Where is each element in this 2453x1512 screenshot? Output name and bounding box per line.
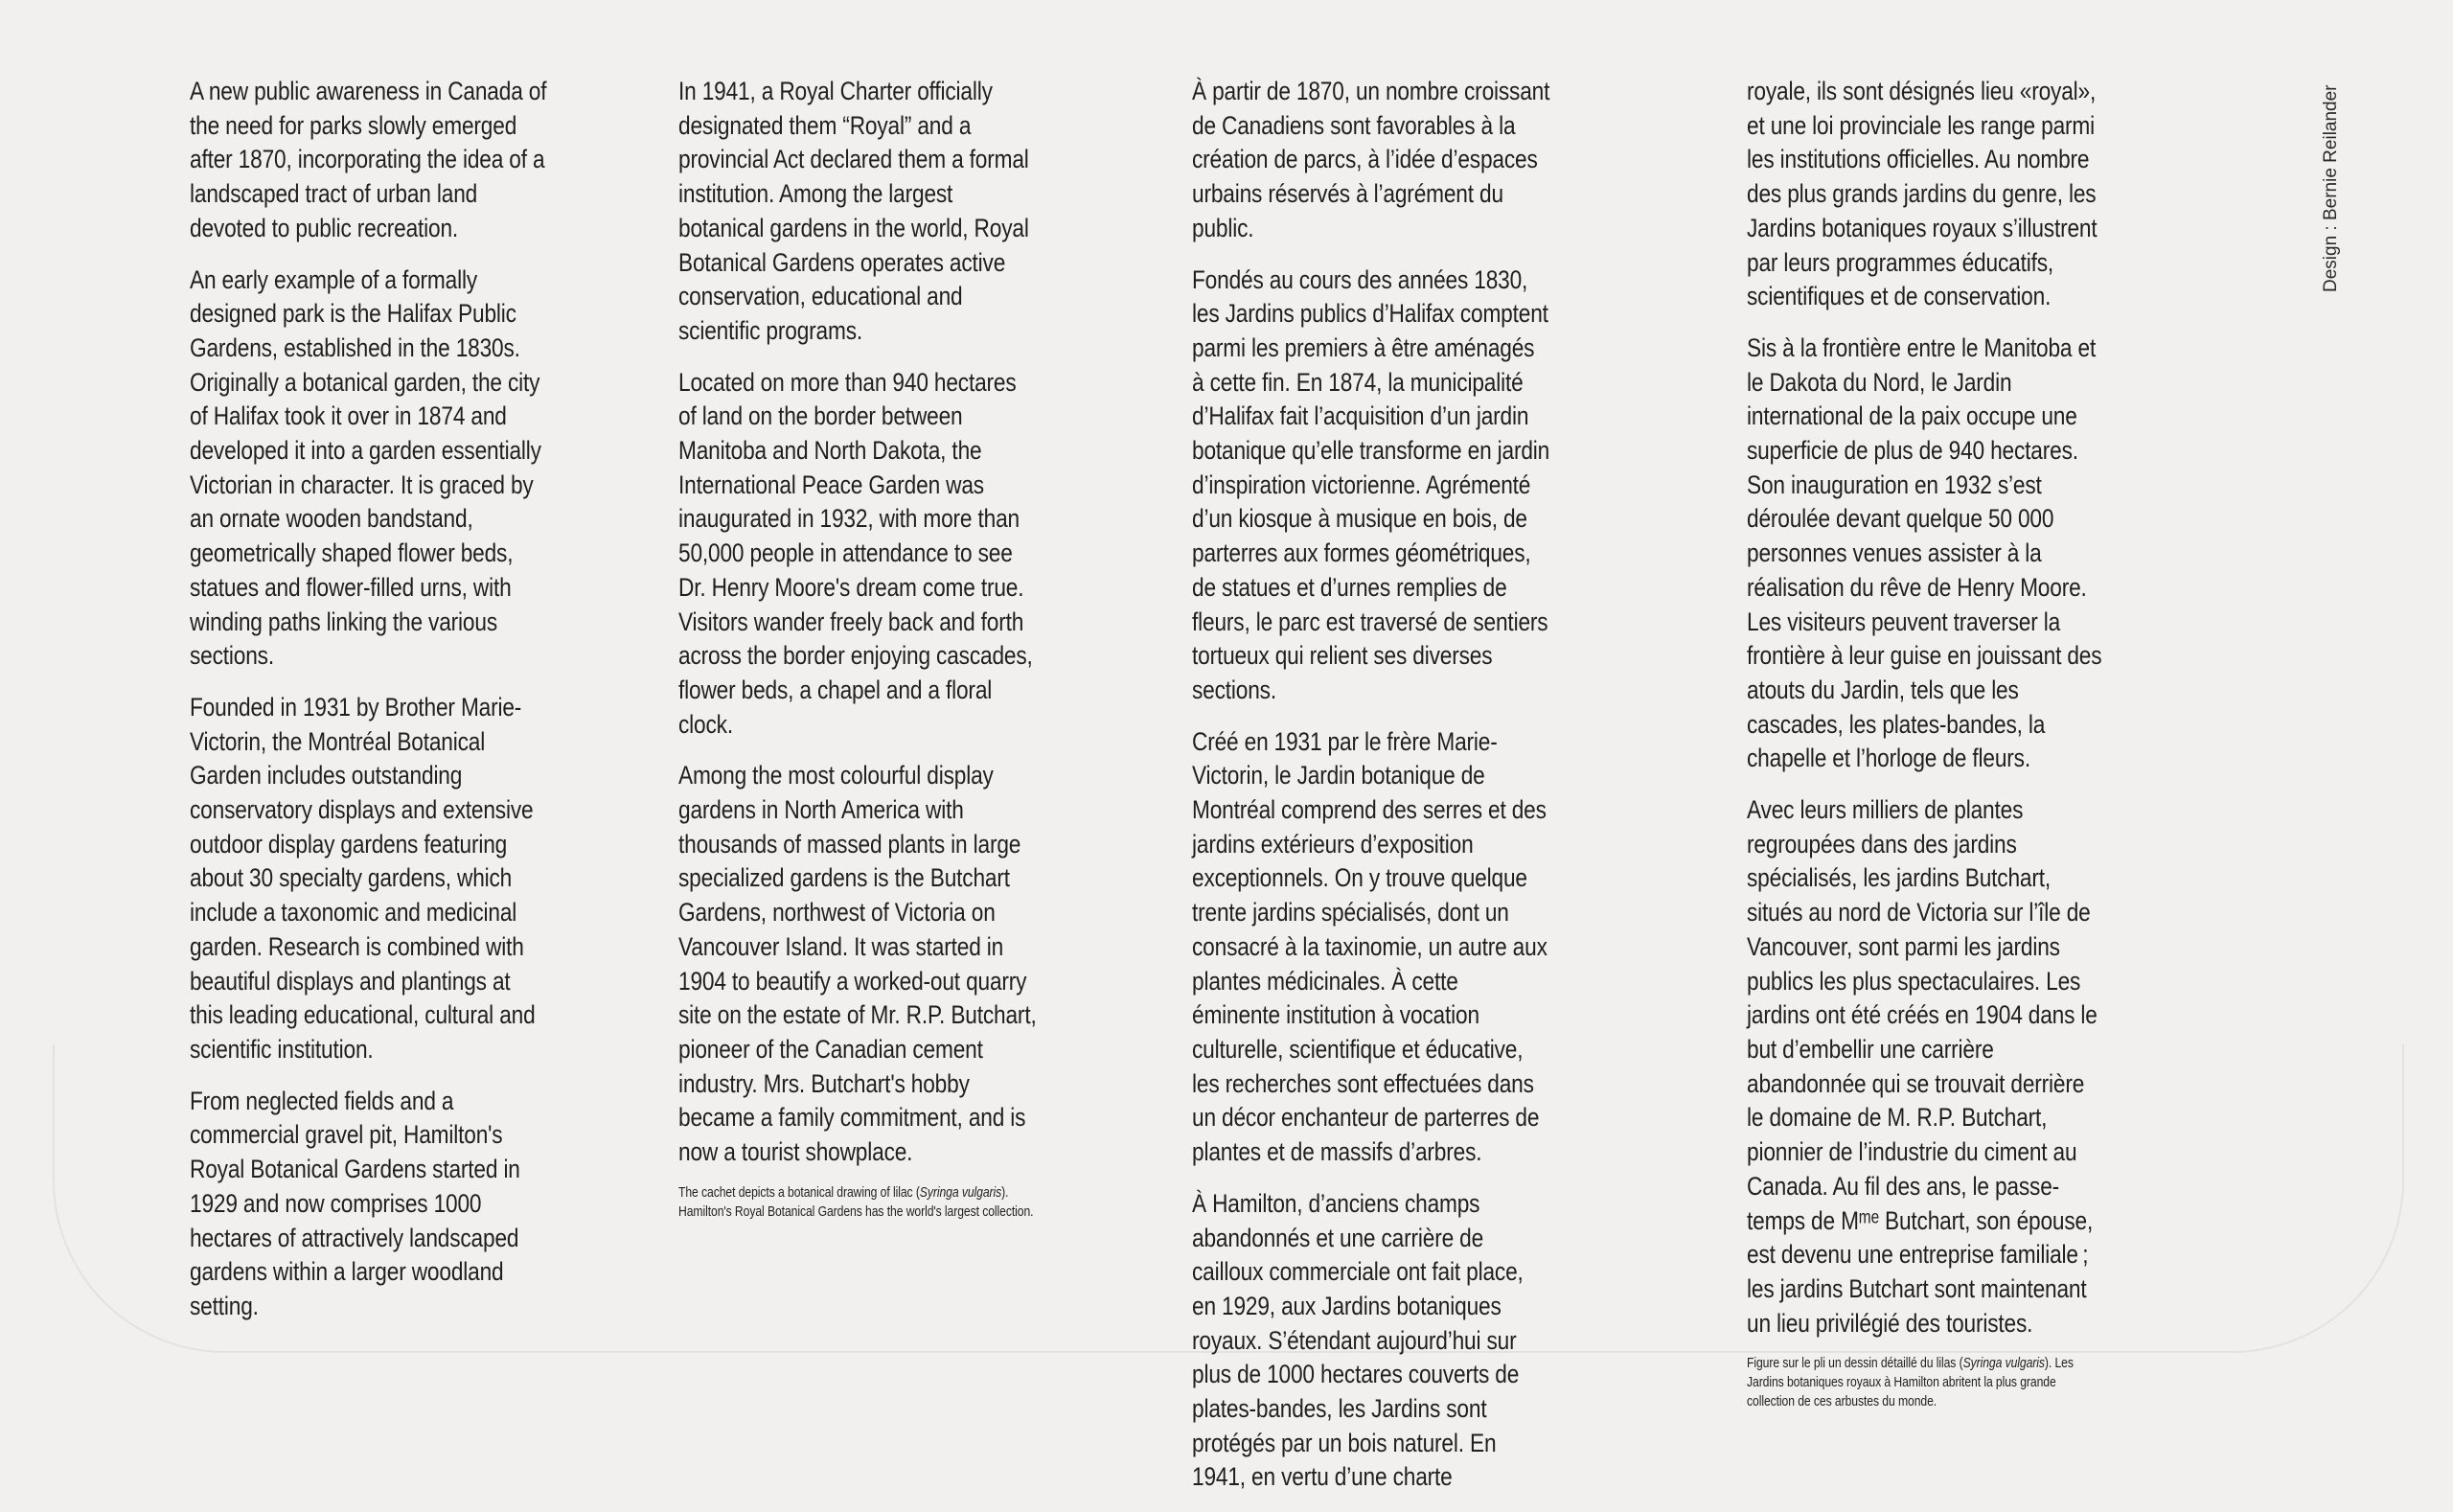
paragraph: In 1941, a Royal Charter officially designated them “Royal” and a provincial Act declared them a formal institution. Among the largest botanical gardens in the world, Royal Botanical Gardens operates active conservation, educational and scientific programs. <box>678 77 1029 345</box>
paragraph: A new public awareness in Canada of the need for parks slowly emerged after 1870, incorporating the idea of a landscaped tract of urban land devoted to public recreation. <box>190 77 547 242</box>
design-credit: Design : Bernie Reilander <box>2321 84 2341 292</box>
paragraph: À Hamilton, d’anciens champs abandonnés et une carrière de cailloux commerciale ont fait place, en 1929, aux Jardins botaniques royaux. S’étendant aujourd’hui sur plus de 1000 hectares couverts de plates-bandes, les Jardins sont protégés par un bois naturel. En 1941, en vertu d’une charte <box>1192 1188 1524 1492</box>
species-name: Syringa vulgaris <box>1962 1356 2045 1372</box>
species-name: Syringa vulgaris <box>919 1184 1002 1201</box>
paragraph: Founded in 1931 by Brother Marie-Victorin, the Montréal Botanical Garden includes outstanding conservatory displays and extensive outdoor display gardens featuring about 30 specialty gardens, which include a taxonomic and medicinal garden. Research is combined with beautiful displays and plantings at this leading educational, cultural and scientific institution. <box>190 692 536 1064</box>
english-column-1 <box>190 75 549 1341</box>
note-text: ). Hamilton's Royal Botanical Gardens has the world's largest collection. <box>678 1184 1034 1220</box>
cachet-note <box>678 1183 1038 1222</box>
paragraph: From neglected fields and a commercial gravel pit, Hamilton's Royal Botanical Gardens started in 1929 and now comprises 1000 hectares of attractively landscaped gardens within a larger woodland setting. <box>190 1086 520 1320</box>
paragraph: Avec leurs milliers de plantes regroupées dans des jardins spécialisés, les jardins Butchart, situés au nord de Victoria sur l’île de Vancouver, sont parmi les jardins publics les plus spectaculaires. Les jardins ont été créés en 1904 dans le but d’embellir une carrière abandonnée qui se trouvait derrière le domaine de M. R.P. Butchart, pionnier de l’industrie du ciment au Canada. Au fil des ans, le passe-temps de Mᵐᵉ Butchart, son épouse, est devenu une entreprise familiale ; les jardins Butchart sont maintenant un lieu privilégié des touristes. <box>1747 795 2098 1338</box>
paragraph: Créé en 1931 par le frère Marie-Victorin, le Jardin botanique de Montréal comprend des serres et des jardins extérieurs d’exposition exceptionnels. On y trouve quelque trente jardins spécialisés, dont un consacré à la taxinomie, un autre aux plantes médicinales. À cette éminente institution à vocation culturelle, scientifique et éducative, les recherches sont effectuées dans un décor enchanteur de parterres de plantes et de massifs d’arbres. <box>1192 726 1547 1167</box>
note-text: ). Les Jardins botaniques royaux à Hamilton abritent la plus grande collection de ces arbustes du monde. <box>1747 1356 2074 1410</box>
note-text: Figure sur le pli un dessin détaillé du lilas ( <box>1747 1356 1963 1372</box>
cachet-note <box>1747 1354 2106 1411</box>
paragraph: royale, ils sont désignés lieu «royal», et une loi provinciale les range parmi les institutions officielles. Au nombre des plus grands jardins du genre, les Jardins botaniques royaux s’illustrent par leurs programmes éducatifs, scientifiques et de conservation. <box>1747 77 2098 311</box>
paragraph: Sis à la frontière entre le Manitoba et le Dakota du Nord, le Jardin international de la paix occupe une superficie de plus de 940 hectares. Son inauguration en 1932 s’est déroulée devant quelque 50 000 personnes venues assister à la réalisation du rêve de Henry Moore. Les visiteurs peuvent traverser la frontière à leur guise en jouissant des atouts du Jardin, tels que les cascades, les plates-bandes, la chapelle et l’horloge de fleurs. <box>1747 332 2102 773</box>
note-text: The cachet depicts a botanical drawing of lilac ( <box>678 1184 920 1201</box>
french-column-2 <box>1747 75 2106 1411</box>
paragraph: An early example of a formally designed park is the Halifax Public Gardens, established in the 1830s. Originally a botanical garden, the city of Halifax took it over in 1874 and developed it into a garden essentially Victorian in character. It is graced by an ornate wooden bandstand, geometrically shaped flower beds, statues and flower-filled urns, with winding paths linking the various sections. <box>190 264 541 671</box>
french-column-1 <box>1192 75 1551 1512</box>
paragraph: Located on more than 940 hectares of land on the border between Manitoba and North Dakota, the International Peace Garden was inaugurated in 1932, with more than 50,000 people in attendance to see Dr. Henry Moore's dream come true. Visitors wander freely back and forth across the border enjoying cascades, flower beds, a chapel and a floral clock. <box>678 367 1033 739</box>
paragraph: Fondés au cours des années 1830, les Jardins publics d’Halifax comptent parmi les premiers à être aménagés à cette fin. En 1874, la municipalité d’Halifax fait l’acquisition d’un jardin botanique qu’elle transforme en jardin d’inspiration victorienne. Agrémenté d’un kiosque à musique en bois, de parterres aux formes géométriques, de statues et d’urnes remplies de fleurs, le parc est traversé de sentiers tortueux qui relient ses diverses sections. <box>1192 264 1550 704</box>
paragraph: Among the most colourful display gardens in North America with thousands of massed plants in large specialized gardens is the Butchart Gardens, northwest of Victoria on Vancouver Island. It was started in 1904 to beautify a worked-out quarry site on the estate of Mr. R.P. Butchart, pioneer of the Canadian cement industry. Mrs. Butchart's hobby became a family commitment, and is now a tourist showplace. <box>678 761 1037 1167</box>
english-column-2 <box>678 75 1038 1222</box>
paragraph: À partir de 1870, un nombre croissant de Canadiens sont favorables à la création de parcs, à l’idée d’espaces urbains réservés à l’agrément du public. <box>1192 77 1550 242</box>
